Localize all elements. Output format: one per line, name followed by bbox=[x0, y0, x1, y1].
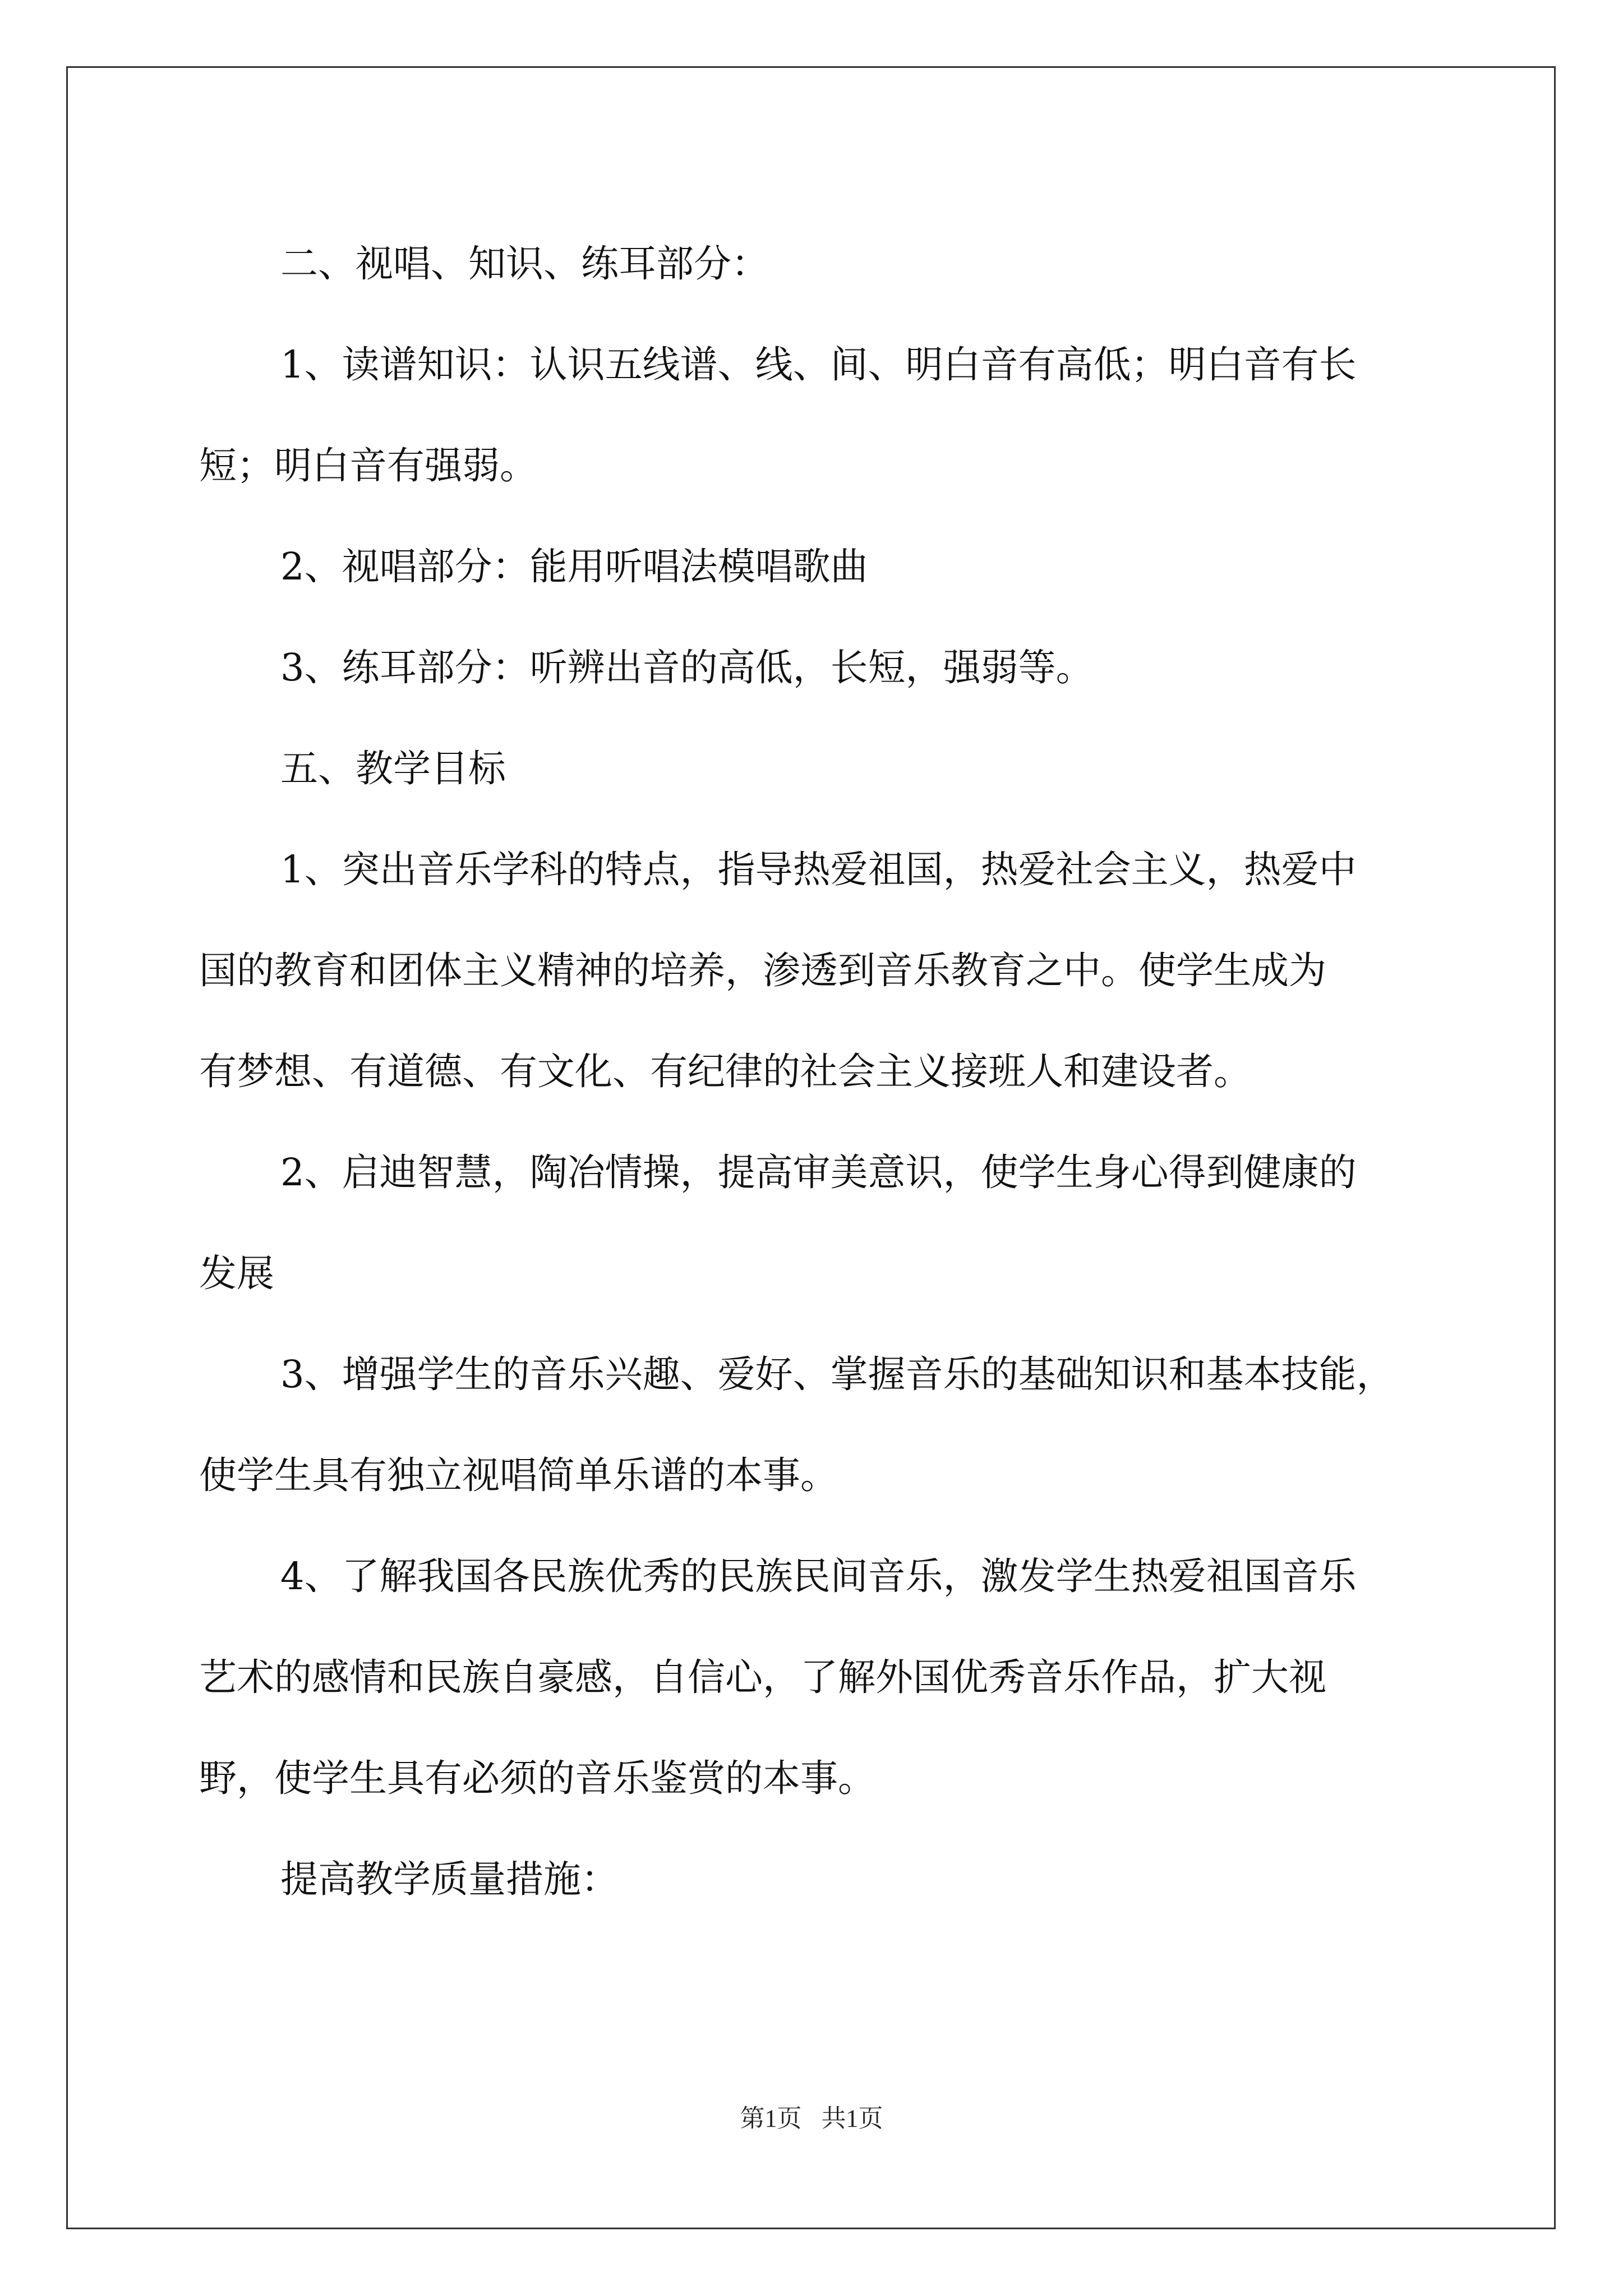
text-line: 2、启迪智慧，陶冶情操，提高审美意识，使学生身心得到健康的 bbox=[280, 1151, 1357, 1194]
text-line: 五、教学目标 bbox=[280, 747, 506, 790]
paragraph-goal-3 bbox=[199, 1324, 1433, 1526]
text-line: 3、练耳部分：听辨出音的高低，长短，强弱等。 bbox=[280, 646, 1094, 689]
paragraph-ear-training bbox=[199, 617, 1433, 718]
text-line: 短；明白音有强弱。 bbox=[199, 444, 537, 487]
text-line: 1、读谱知识：认识五线谱、线、间、明白音有高低；明白音有长 bbox=[280, 343, 1357, 386]
text-line: 4、了解我国各民族优秀的民族民间音乐，激发学生热爱祖国音乐 bbox=[280, 1554, 1357, 1598]
text-line: 1、突出音乐学科的特点，指导热爱祖国，热爱社会主义，热爱中 bbox=[280, 848, 1357, 891]
page-total: 共1页 bbox=[821, 2105, 883, 2132]
text-line: 2、视唱部分：能用听唱法模唱歌曲 bbox=[280, 545, 868, 588]
section-heading-teaching-goals bbox=[199, 718, 1433, 819]
paragraph-goal-4 bbox=[199, 1526, 1433, 1829]
text-line: 3、增强学生的音乐兴趣、爱好、掌握音乐的基础知识和基本技能， bbox=[280, 1352, 1394, 1396]
text-line: 使学生具有独立视唱简单乐谱的本事。 bbox=[199, 1453, 838, 1497]
text-line: 野，使学生具有必须的音乐鉴赏的本事。 bbox=[199, 1756, 875, 1800]
section-heading-quality-measures bbox=[199, 1829, 1433, 1930]
page-footer bbox=[0, 2098, 1623, 2134]
text-line: 有梦想、有道德、有文化、有纪律的社会主义接班人和建设者。 bbox=[199, 1050, 1251, 1093]
paragraph-goal-2 bbox=[199, 1122, 1433, 1324]
text-line: 提高教学质量措施： bbox=[280, 1857, 619, 1901]
page-number: 第1页 bbox=[740, 2105, 802, 2132]
text-line: 国的教育和团体主义精神的培养，渗透到音乐教育之中。使学生成为 bbox=[199, 949, 1326, 992]
text-line: 发展 bbox=[199, 1251, 274, 1295]
paragraph-goal-1 bbox=[199, 819, 1433, 1122]
text-line: 二、视唱、知识、练耳部分： bbox=[280, 242, 769, 286]
section-heading-sight-singing bbox=[199, 213, 1433, 314]
text-line: 艺术的感情和民族自豪感，自信心，了解外国优秀音乐作品，扩大视 bbox=[199, 1655, 1326, 1699]
paragraph-reading-music bbox=[199, 314, 1433, 516]
paragraph-sight-singing bbox=[199, 516, 1433, 617]
